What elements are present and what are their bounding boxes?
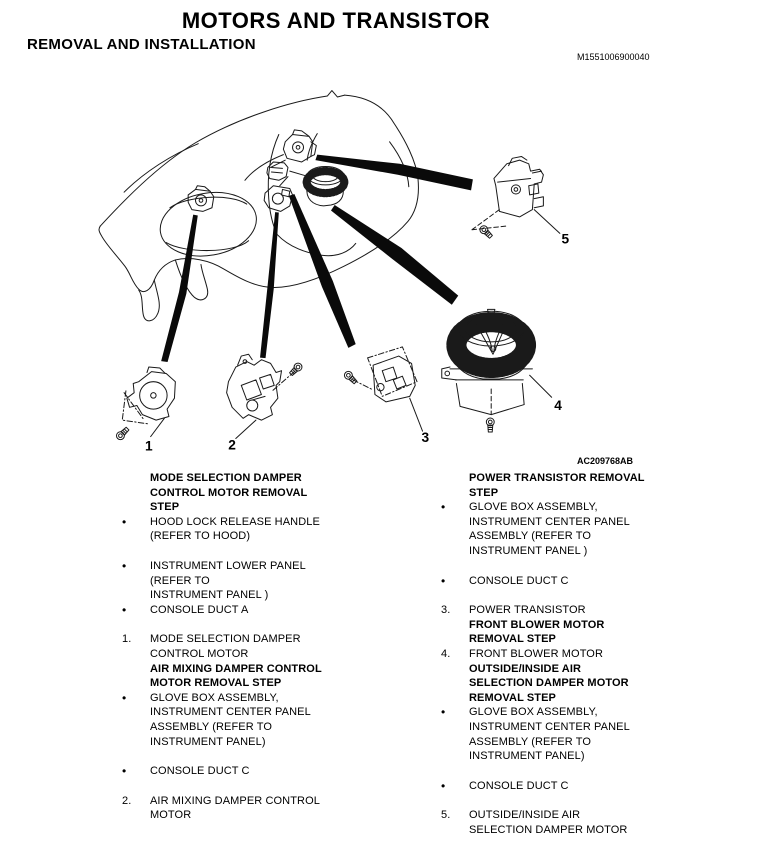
item-lines <box>469 574 699 589</box>
page-title: MOTORS AND TRANSISTOR <box>181 8 491 33</box>
text-line: CONSOLE DUCT C <box>469 574 569 587</box>
item-number: 5. <box>441 809 451 822</box>
text-line: GLOVE BOX ASSEMBLY, <box>469 501 598 514</box>
part-number-label: 1 <box>144 438 153 454</box>
text-line: CONTROL MOTOR REMOVAL <box>150 486 308 499</box>
text-line: CONSOLE DUCT A <box>150 603 249 616</box>
bullet-icon: • <box>122 764 127 779</box>
section-heading: REMOVAL AND INSTALLATION <box>27 36 256 53</box>
screw-icon <box>343 370 358 385</box>
procedure-column-right <box>441 471 699 837</box>
marker-spacer <box>122 662 150 691</box>
power-transistor-drawing <box>343 347 423 431</box>
front-blower-motor-drawing <box>442 309 552 432</box>
text-line: FRONT BLOWER MOTOR <box>469 647 604 660</box>
pointer-to-part-2 <box>260 212 279 358</box>
air-mixing-damper-motor-drawing <box>227 354 304 438</box>
text-line: ASSEMBLY (REFER TO <box>469 735 592 748</box>
outside-inside-damper-motor-drawing <box>472 156 560 239</box>
bullet-icon: • <box>122 602 127 617</box>
pointer-to-part-1 <box>161 215 198 362</box>
dashboard-outline <box>99 91 418 321</box>
text-line: CONSOLE DUCT C <box>150 765 250 778</box>
procedure-item <box>441 603 699 618</box>
text-line: FRONT BLOWER MOTOR <box>469 618 605 631</box>
text-line: MODE SELECTION DAMPER <box>150 633 301 646</box>
text-line: INSTRUMENT LOWER PANEL <box>150 559 306 572</box>
part-number-label: 3 <box>421 430 430 446</box>
item-lines <box>150 632 384 661</box>
item-lines <box>150 603 384 618</box>
procedure-item <box>441 647 699 662</box>
item-number: 2. <box>122 794 132 807</box>
text-line: GLOVE BOX ASSEMBLY, <box>469 706 598 719</box>
item-lines <box>469 618 699 647</box>
text-line: INSTRUMENT PANEL) <box>469 750 585 763</box>
text-line: STEP <box>469 486 499 499</box>
part-number-label: 4 <box>554 398 562 414</box>
text-line: GLOVE BOX ASSEMBLY, <box>150 691 279 704</box>
procedure-item <box>122 794 384 823</box>
text-line: SELECTION DAMPER MOTOR <box>469 823 628 836</box>
bullet-icon: • <box>441 778 446 793</box>
text-line: ASSEMBLY (REFER TO <box>469 530 592 543</box>
item-lines <box>150 764 384 779</box>
procedure-item <box>122 662 384 691</box>
item-lines <box>150 559 384 603</box>
text-line: INSTRUMENT PANEL) <box>150 735 266 748</box>
mode-selection-damper-motor-drawing <box>115 367 175 441</box>
procedure-item <box>441 705 699 763</box>
figure-code: AC209768AB <box>577 456 634 466</box>
text-line: MOTOR <box>150 809 192 822</box>
screw-icon <box>478 224 493 239</box>
item-lines <box>469 647 699 662</box>
marker-spacer <box>122 471 150 515</box>
procedure-item <box>122 764 384 779</box>
procedure-item <box>122 632 384 661</box>
procedure-item <box>441 471 699 500</box>
bullet-icon: • <box>122 514 127 529</box>
procedure-item <box>122 559 384 603</box>
removal-installation-diagram <box>60 70 710 470</box>
procedure-item <box>122 515 384 544</box>
item-lines <box>469 779 699 794</box>
procedure-item <box>441 500 699 558</box>
item-lines <box>469 603 699 618</box>
text-line: SELECTION DAMPER MOTOR <box>469 677 629 690</box>
bullet-icon: • <box>122 690 127 705</box>
text-line: INSTRUMENT PANEL ) <box>469 544 588 557</box>
text-line: OUTSIDE/INSIDE AIR <box>469 662 582 675</box>
text-line: POWER TRANSISTOR <box>469 604 586 617</box>
pointer-wedges <box>161 155 473 362</box>
procedure-item <box>441 574 699 589</box>
part-number-label: 5 <box>561 231 570 247</box>
text-line: POWER TRANSISTOR REMOVAL <box>469 472 645 484</box>
item-lines <box>469 500 699 558</box>
mode-damper-motor-location <box>188 186 214 212</box>
text-line: STEP <box>150 501 180 514</box>
item-lines <box>469 705 699 763</box>
text-line: INSTRUMENT CENTER PANEL <box>469 515 630 528</box>
text-line: CONTROL MOTOR <box>150 647 249 660</box>
bullet-icon: • <box>122 558 127 573</box>
screw-icon <box>486 418 494 432</box>
item-lines <box>150 662 384 691</box>
text-line: ASSEMBLY (REFER TO <box>150 720 273 733</box>
screw-icon <box>115 426 130 441</box>
text-line: MOTOR REMOVAL STEP <box>150 677 282 690</box>
procedure-item <box>441 618 699 647</box>
item-number: 4. <box>441 647 451 660</box>
item-lines <box>150 515 384 544</box>
procedure-item <box>122 691 384 749</box>
procedure-item <box>441 662 699 706</box>
marker-spacer <box>441 662 469 706</box>
text-line: MODE SELECTION DAMPER <box>150 472 302 484</box>
bullet-icon: • <box>441 500 446 515</box>
document-code: M1551006900040 <box>577 52 650 62</box>
text-line: AIR MIXING DAMPER CONTROL <box>150 662 322 675</box>
item-lines <box>150 471 384 515</box>
bullet-icon: • <box>441 705 446 720</box>
item-lines <box>469 662 699 706</box>
steering-cluster-opening <box>155 185 261 263</box>
text-line: (REFER TO <box>150 574 210 587</box>
procedure-column-left <box>122 471 384 823</box>
item-number: 1. <box>122 633 132 646</box>
text-line: INSTRUMENT PANEL ) <box>150 589 269 602</box>
item-lines <box>150 794 384 823</box>
text-line: OUTSIDE/INSIDE AIR <box>469 809 581 822</box>
procedure-item <box>441 779 699 794</box>
item-lines <box>150 691 384 749</box>
text-line: REMOVAL STEP <box>469 633 556 646</box>
text-line: (REFER TO HOOD) <box>150 530 251 543</box>
item-lines <box>469 471 699 500</box>
text-line: AIR MIXING DAMPER CONTROL <box>150 794 320 807</box>
pointer-to-part-4 <box>331 205 458 305</box>
procedure-item <box>441 808 699 837</box>
part-number-label: 2 <box>228 437 236 453</box>
item-lines <box>469 808 699 837</box>
text-line: CONSOLE DUCT C <box>469 779 569 792</box>
procedure-item <box>122 603 384 618</box>
text-line: INSTRUMENT CENTER PANEL <box>469 720 630 733</box>
procedure-item <box>122 471 384 515</box>
bullet-icon: • <box>441 573 446 588</box>
marker-spacer <box>441 618 469 647</box>
text-line: INSTRUMENT CENTER PANEL <box>150 706 311 719</box>
item-number: 3. <box>441 604 451 617</box>
text-line: REMOVAL STEP <box>469 691 556 704</box>
connector-location <box>267 162 288 180</box>
marker-spacer <box>441 471 469 500</box>
text-line: HOOD LOCK RELEASE HANDLE <box>150 515 320 528</box>
